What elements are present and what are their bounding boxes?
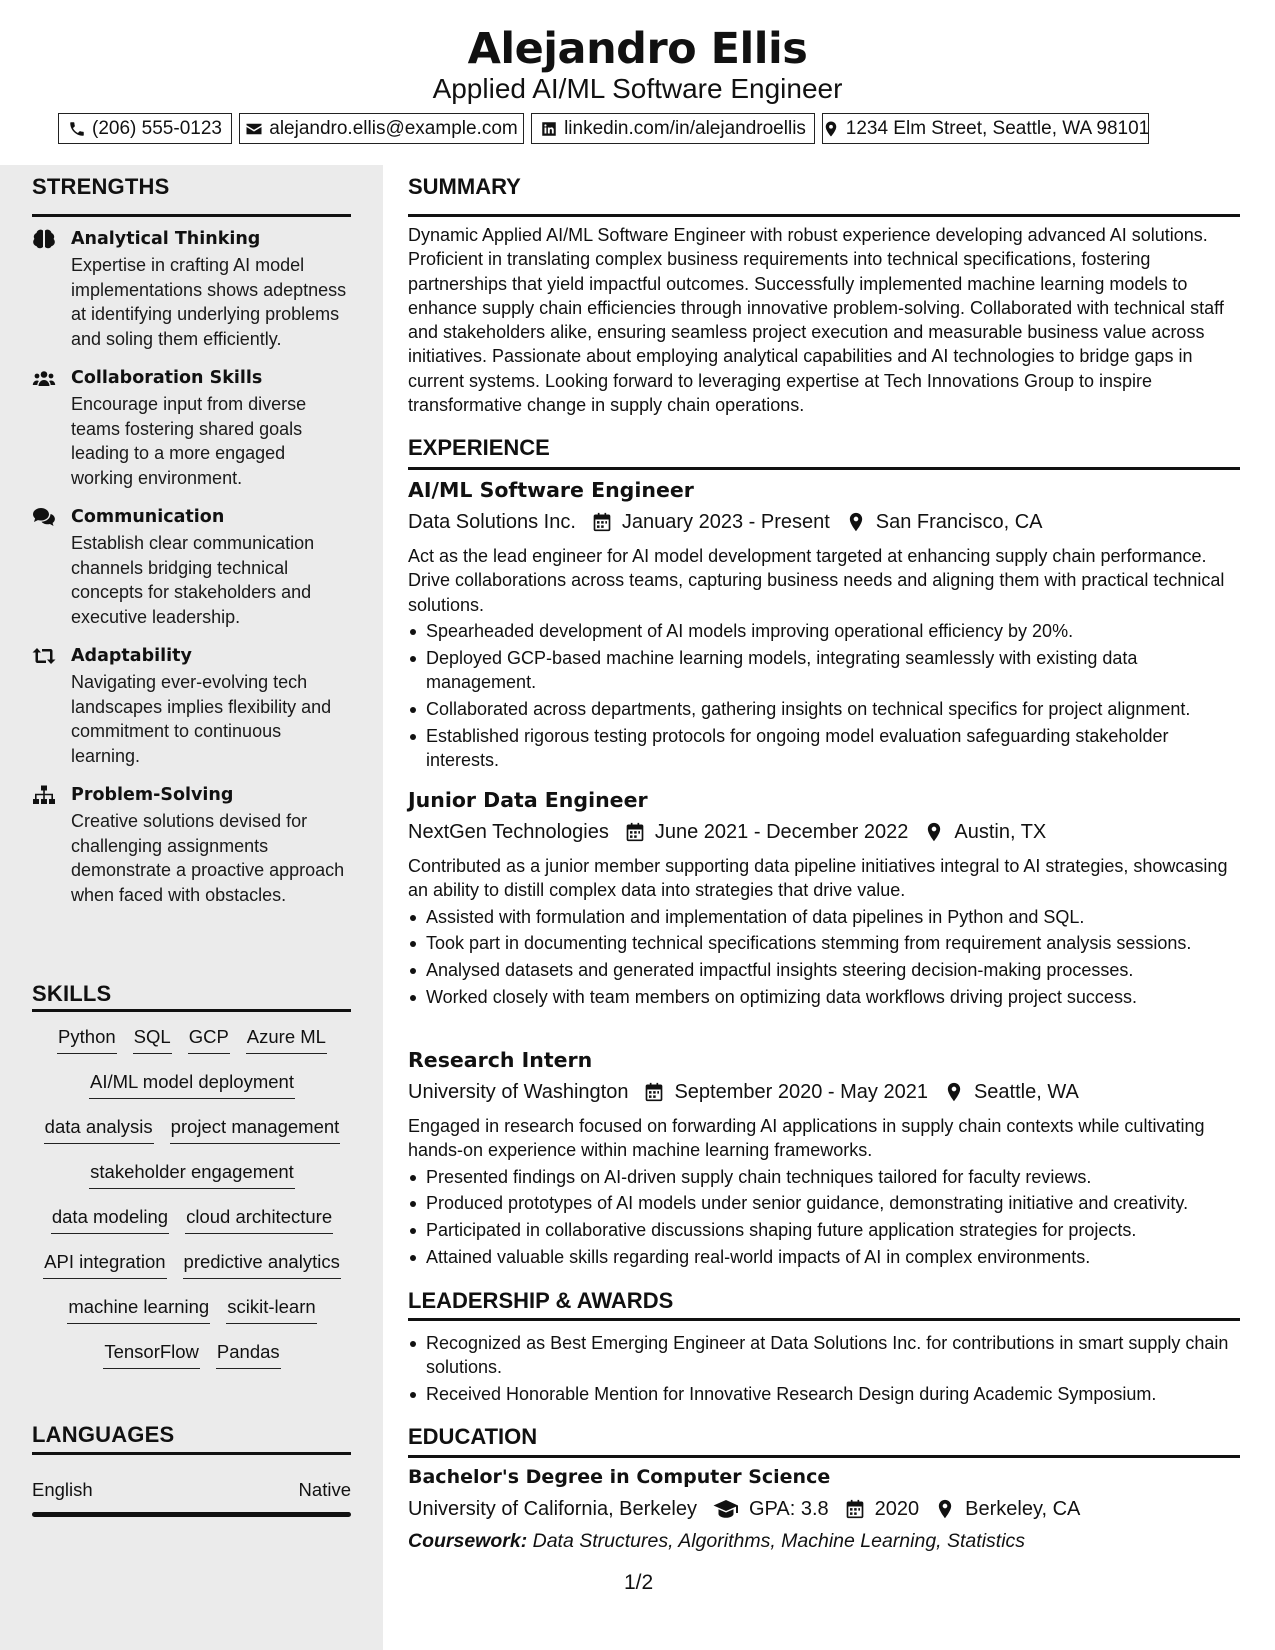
job-description: Engaged in research focused on forwarding AI applications in supply chain contexts while cultivating hands-on experience within machine learning frameworks. <box>408 1116 1205 1161</box>
skill-tag: predictive analytics <box>183 1249 341 1279</box>
page-number: 1/2 <box>624 1571 654 1594</box>
skill-tag: Pandas <box>216 1339 281 1369</box>
job-title: Junior Data Engineer <box>408 788 648 812</box>
skills-row <box>32 1339 352 1384</box>
bullet-item: Attained valuable skills regarding real-world impacts of AI in complex environments. <box>408 1245 1240 1269</box>
skills-row <box>32 1024 352 1069</box>
education-heading: EDUCATION <box>408 1424 538 1449</box>
calendar-icon <box>644 1082 664 1102</box>
education-coursework <box>408 1526 1240 1556</box>
education-location: Berkeley, CA <box>965 1498 1081 1520</box>
coursework-list: Data Structures, Algorithms, Machine Learning, Statistics <box>532 1530 1026 1552</box>
strength-desc: Expertise in crafting AI model implementations shows adeptness at identifying underlying problems and soling them efficiently. <box>71 255 347 349</box>
job-bullets <box>408 1165 1240 1270</box>
retweet-icon <box>32 646 56 666</box>
job-description: Contributed as a junior member supporting data pipeline initiatives integral to AI strategies, showcasing an ability to distill complex data into strategies that drive value. <box>408 856 1228 901</box>
skill-tag: data analysis <box>44 1114 154 1144</box>
job-description: Act as the lead engineer for AI model development targeted at enhancing supply chain performance. Drive collaborations across teams, capturing business needs and aligning them with practical technical solutions. <box>408 546 1225 615</box>
experience-heading: EXPERIENCE <box>408 435 550 460</box>
bullet-item: Assisted with formulation and implementation of data pipelines in Python and SQL. <box>408 905 1240 929</box>
skills-row <box>32 1249 352 1294</box>
calendar-icon <box>845 1499 865 1519</box>
skill-tag: Python <box>57 1024 117 1054</box>
strengths-heading: STRENGTHS <box>32 174 170 199</box>
strength-item <box>32 643 352 768</box>
language-proficiency-bar <box>32 1512 351 1517</box>
strength-item <box>32 365 352 490</box>
bullet-item: Deployed GCP-based machine learning models, integrating seamlessly with existing data management. <box>408 646 1240 695</box>
education-year: 2020 <box>874 1498 920 1520</box>
contact-linkedin[interactable] <box>531 113 815 144</box>
job-location: Seattle, WA <box>973 1081 1079 1103</box>
skill-tag: GCP <box>188 1024 230 1054</box>
bullet-item: Presented findings on AI-driven supply chain techniques tailored for faculty reviews. <box>408 1165 1240 1189</box>
education-divider <box>408 1455 1240 1458</box>
strength-title: Collaboration Skills <box>71 368 263 388</box>
job-company: Data Solutions Inc. <box>408 511 576 533</box>
job-dates: June 2021 - December 2022 <box>654 821 909 843</box>
brain-icon <box>32 229 56 249</box>
skill-tag: SQL <box>133 1024 172 1054</box>
education-meta <box>408 1494 1240 1524</box>
calendar-icon <box>625 822 645 842</box>
skills-row <box>32 1159 352 1204</box>
strengths-divider <box>32 214 351 217</box>
job-entry <box>408 785 1240 1012</box>
map-marker-icon <box>924 822 944 842</box>
comments-icon <box>32 507 56 527</box>
bullet-item: Took part in documenting technical specifications stemming from requirement analysis sessions. <box>408 931 1240 955</box>
bullet-item: Worked closely with team members on optimizing data workflows driving project success. <box>408 985 1240 1009</box>
strength-title: Communication <box>71 507 225 527</box>
awards-list <box>408 1331 1240 1406</box>
awards-section <box>408 1329 1240 1409</box>
map-marker-icon <box>846 512 866 532</box>
education-entry <box>408 1462 1240 1556</box>
job-meta <box>408 507 1240 537</box>
strength-desc: Encourage input from diverse teams fostering shared goals leading to a more engaged working environment. <box>71 394 307 488</box>
envelope-icon <box>245 120 263 138</box>
skills-row <box>32 1294 352 1339</box>
job-entry <box>408 475 1240 775</box>
job-company: NextGen Technologies <box>408 821 609 843</box>
languages-divider <box>32 1452 351 1455</box>
education-gpa: GPA: 3.8 <box>749 1498 829 1520</box>
resume-header <box>0 0 1275 165</box>
job-meta <box>408 817 1240 847</box>
contact-phone[interactable] <box>58 113 232 144</box>
bullet-item: Analysed datasets and generated impactful insights steering decision-making processes. <box>408 958 1240 982</box>
language-row <box>32 1479 351 1501</box>
job-location: San Francisco, CA <box>875 511 1043 533</box>
skills-heading: SKILLS <box>32 981 112 1006</box>
job-bullets <box>408 619 1240 772</box>
linkedin-text: linkedin.com/in/alejandroellis <box>564 117 806 139</box>
skill-tag: TensorFlow <box>103 1339 200 1369</box>
job-entry <box>408 1045 1240 1272</box>
candidate-name: Alejandro Ellis <box>467 24 808 74</box>
job-meta <box>408 1077 1240 1107</box>
job-bullets <box>408 905 1240 1010</box>
skills-divider <box>32 1009 351 1012</box>
strength-item <box>32 504 352 629</box>
strength-item <box>32 226 352 351</box>
skill-tag: cloud architecture <box>185 1204 333 1234</box>
skills-list <box>32 1024 352 1384</box>
job-title: AI/ML Software Engineer <box>408 478 694 502</box>
education-degree: Bachelor's Degree in Computer Science <box>408 1466 831 1488</box>
skill-tag: data modeling <box>51 1204 169 1234</box>
skills-row <box>32 1204 352 1249</box>
job-company: University of Washington <box>408 1081 629 1103</box>
strength-title: Adaptability <box>71 646 192 666</box>
skill-tag: API integration <box>43 1249 166 1279</box>
coursework-label: Coursework: <box>408 1530 528 1552</box>
bullet-item: Spearheaded development of AI models improving operational efficiency by 20%. <box>408 619 1240 643</box>
bullet-item: Participated in collaborative discussions shaping future application strategies for projects. <box>408 1218 1240 1242</box>
calendar-icon <box>592 512 612 532</box>
job-title: Research Intern <box>408 1048 593 1072</box>
strength-item <box>32 782 352 907</box>
awards-heading: LEADERSHIP & AWARDS <box>408 1288 674 1313</box>
bullet-item: Produced prototypes of AI models under senior guidance, demonstrating initiative and creativity. <box>408 1191 1240 1215</box>
languages-heading: LANGUAGES <box>32 1422 175 1447</box>
experience-divider <box>408 467 1240 470</box>
skills-row <box>32 1069 352 1114</box>
award-item: Recognized as Best Emerging Engineer at Data Solutions Inc. for contributions in smart supply chain solutions. <box>408 1331 1240 1380</box>
phone-text: (206) 555-0123 <box>92 117 222 139</box>
phone-icon <box>68 120 86 138</box>
address-text: 1234 Elm Street, Seattle, WA 98101 <box>845 117 1150 139</box>
skill-tag: project management <box>170 1114 341 1144</box>
language-level: Native <box>298 1479 351 1500</box>
strength-desc: Navigating ever-evolving tech landscapes implies flexibility and commitment to continuous learning. <box>71 672 332 766</box>
skill-tag: scikit-learn <box>226 1294 316 1324</box>
skill-tag: stakeholder engagement <box>89 1159 295 1189</box>
skill-tag: machine learning <box>67 1294 210 1324</box>
award-item: Received Honorable Mention for Innovative Research Design during Academic Symposium. <box>408 1382 1240 1406</box>
map-marker-icon <box>822 120 840 138</box>
contact-address[interactable] <box>822 113 1149 144</box>
summary-text: Dynamic Applied AI/ML Software Engineer with robust experience developing advanced AI solutions. Proficient in translating complex business requirements into technical specifications, fostering partnerships that yield impactful outcomes. Successfully implemented machine learning models to enhance supply chain efficiencies through innovative problem-solving. Collaborated with technical staff and stakeholders alike, ensuring seamless project execution and measurable business value across initiatives. Passionate about employing analytical capabilities and AI technologies to bridge gaps in current systems. Looking forward to leveraging expertise at Tech Innovations Group to inspire transformative change in supply chain operations. <box>408 225 1224 416</box>
email-text: alejandro.ellis@example.com <box>269 117 518 139</box>
awards-divider <box>408 1318 1240 1321</box>
skill-tag: AI/ML model deployment <box>89 1069 295 1099</box>
contact-email[interactable] <box>239 113 524 144</box>
language-name: English <box>32 1479 93 1500</box>
strength-desc: Creative solutions devised for challenging assignments demonstrate a proactive approach when faced with obstacles. <box>71 811 345 905</box>
linkedin-icon <box>540 120 558 138</box>
education-school: University of California, Berkeley <box>408 1498 697 1520</box>
candidate-title: Applied AI/ML Software Engineer <box>432 73 843 104</box>
strength-title: Problem-Solving <box>71 785 234 805</box>
job-location: Austin, TX <box>954 821 1047 843</box>
strength-desc: Establish clear communication channels bridging technical concepts for stakeholders and executive leadership. <box>71 533 315 627</box>
map-marker-icon <box>944 1082 964 1102</box>
summary-heading: SUMMARY <box>408 174 521 199</box>
skill-tag: Azure ML <box>246 1024 327 1054</box>
users-icon <box>32 368 56 388</box>
bullet-item: Established rigorous testing protocols for ongoing model evaluation safeguarding stakeholder interests. <box>408 724 1240 773</box>
sitemap-icon <box>32 785 56 805</box>
skills-row <box>32 1114 352 1159</box>
strengths-list <box>32 226 352 921</box>
job-dates: September 2020 - May 2021 <box>674 1081 928 1103</box>
job-dates: January 2023 - Present <box>621 511 830 533</box>
map-marker-icon <box>935 1499 955 1519</box>
strength-title: Analytical Thinking <box>71 229 261 249</box>
graduation-cap-icon <box>713 1499 739 1519</box>
bullet-item: Collaborated across departments, gathering insights on technical specifics for project alignment. <box>408 697 1240 721</box>
summary-divider <box>408 214 1240 217</box>
